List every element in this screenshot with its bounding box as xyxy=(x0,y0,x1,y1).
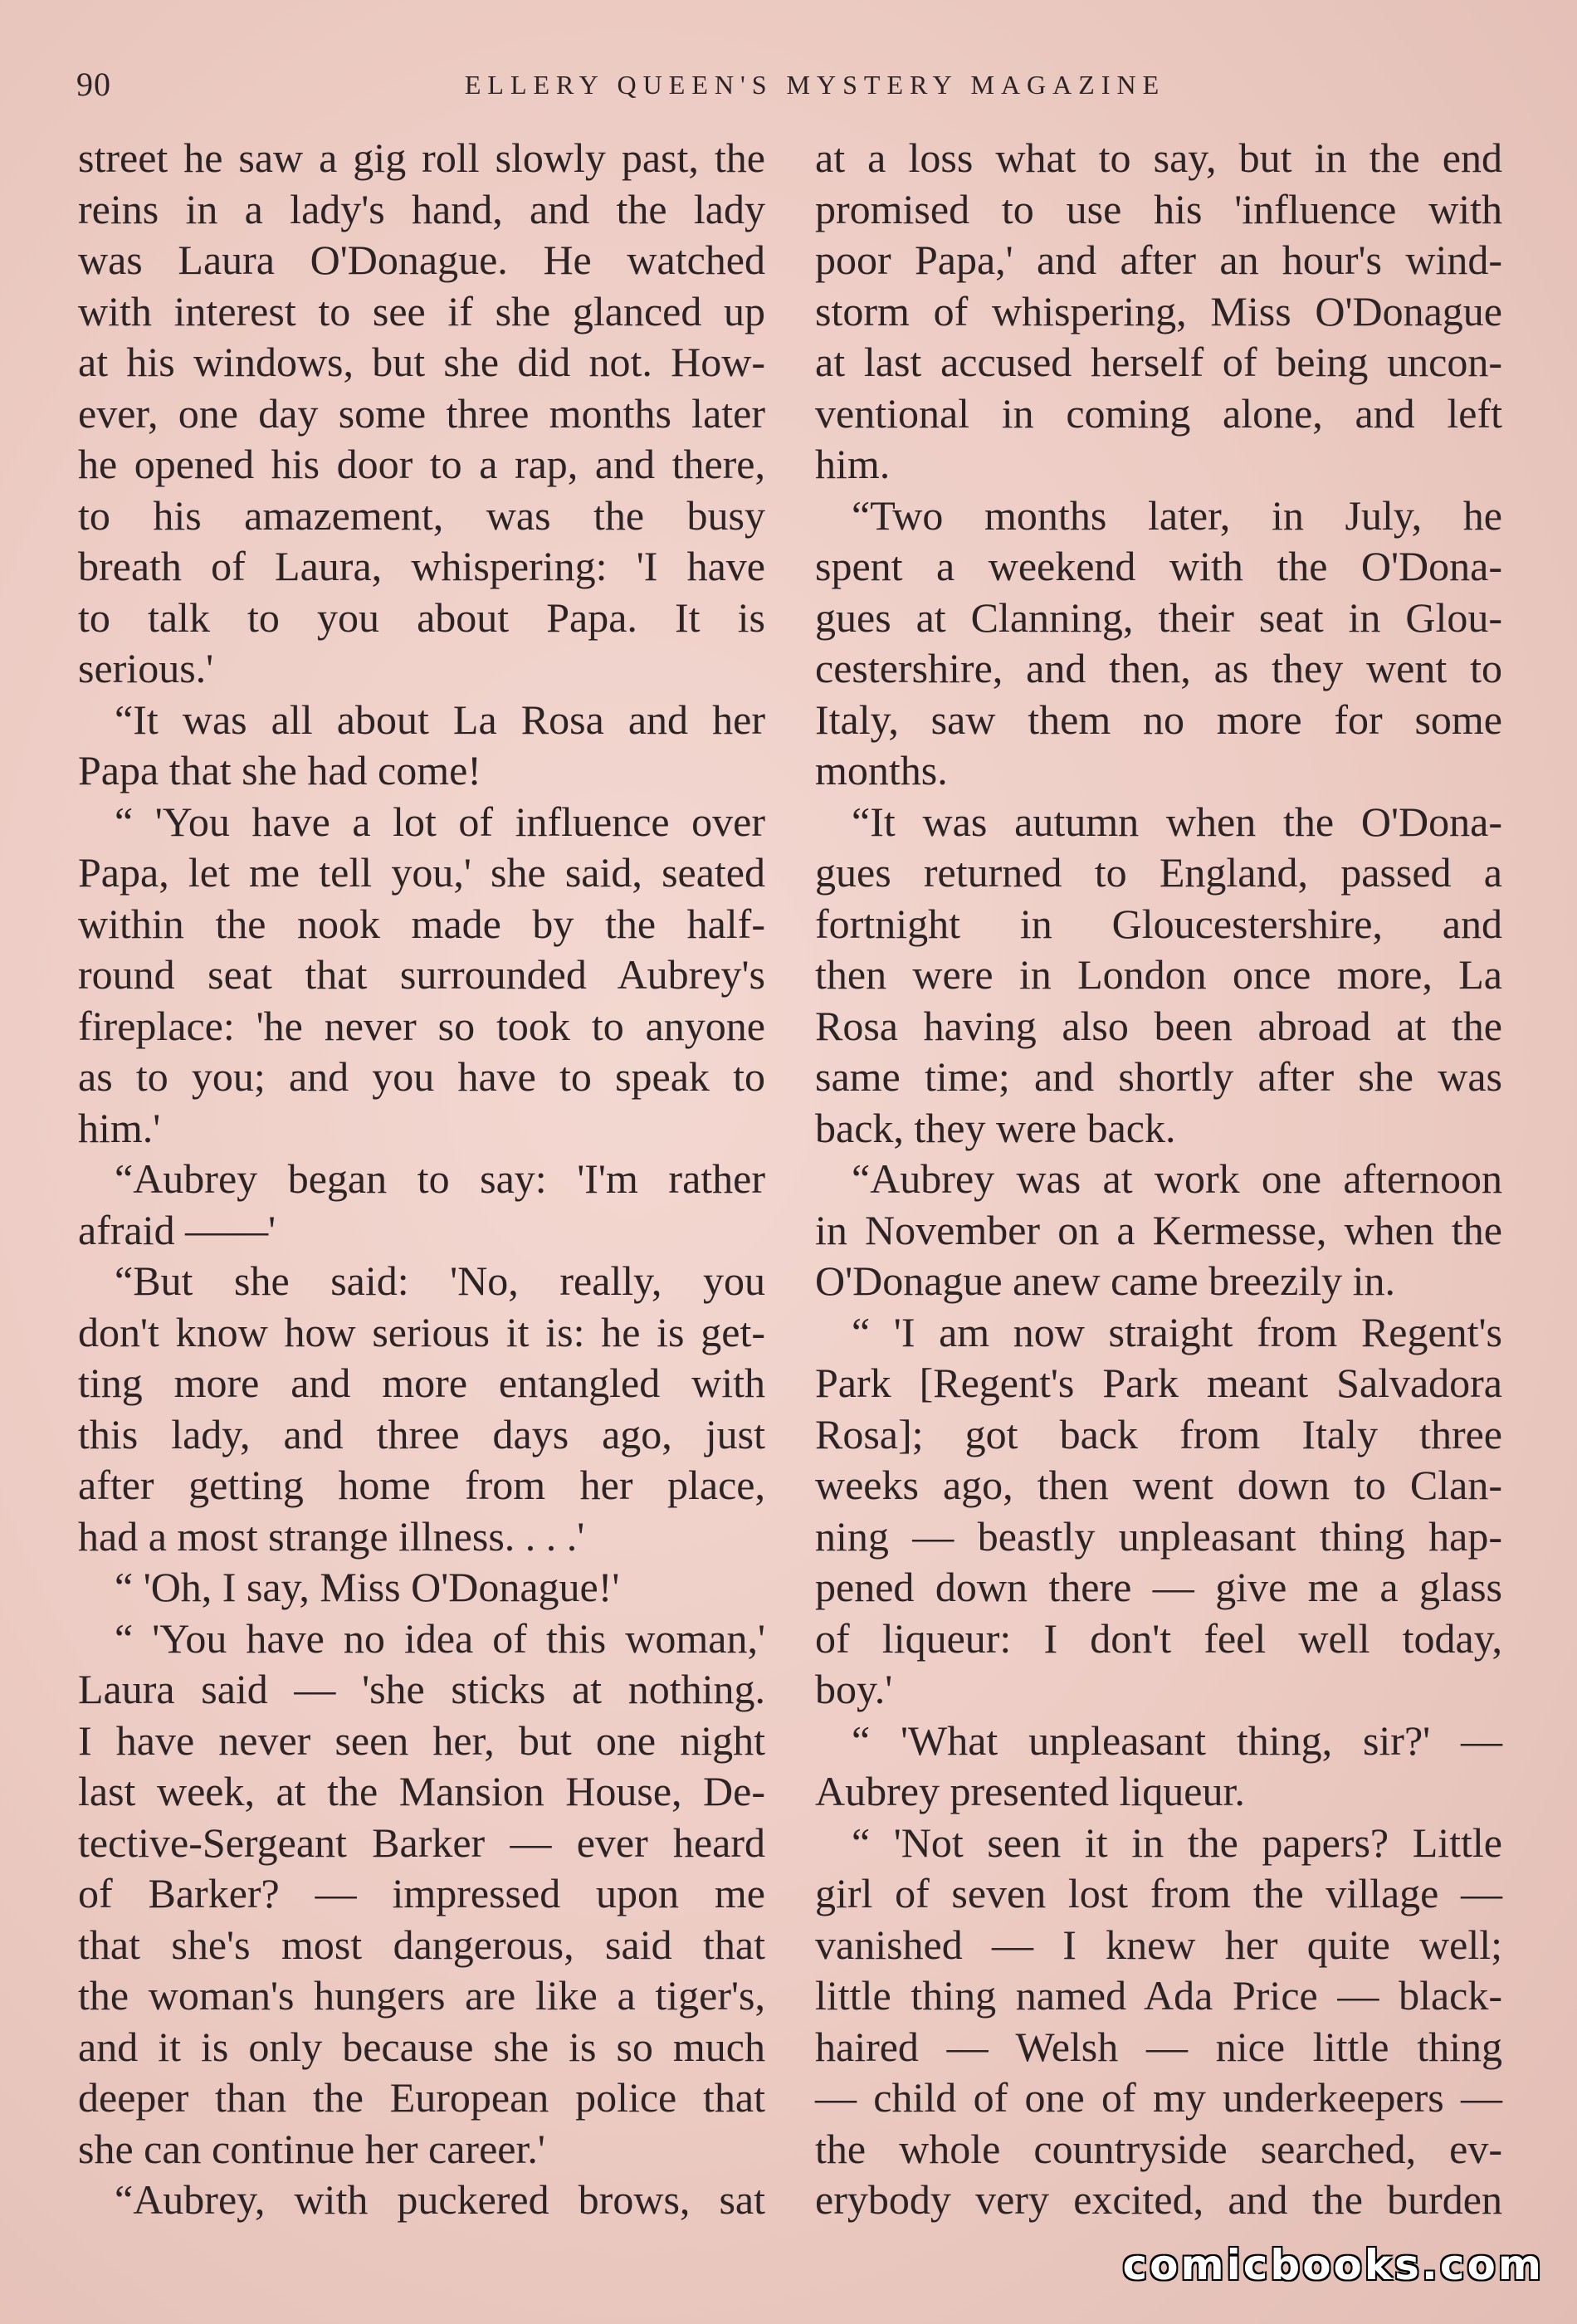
text-line: “Aubrey, with puckered brows, sat xyxy=(115,2176,765,2223)
text-line: “ 'You have no idea of this woman,' xyxy=(115,1614,765,1662)
text-line: was Laura O'Donague. He watched xyxy=(78,237,765,283)
text-line: street he saw a gig roll slowly past, the xyxy=(78,134,765,181)
text-line: that she's most dangerous, said that xyxy=(78,1921,765,1968)
text-line: last week, at the Mansion House, De- xyxy=(78,1768,765,1814)
text-line: O'Donague anew came breezily in. xyxy=(815,1257,1395,1304)
text-line: him.' xyxy=(78,1104,161,1151)
text-line: fortnight in Gloucestershire, and xyxy=(815,900,1502,947)
text-line: “It was autumn when the O'Dona- xyxy=(852,798,1502,845)
text-line: Papa that she had come! xyxy=(78,747,481,793)
text-line: little thing named Ada Price — black- xyxy=(815,1972,1502,2019)
text-line: ever, one day some three months later xyxy=(78,389,765,437)
text-line: as to you; and you have to speak to xyxy=(78,1053,765,1100)
text-line: “Aubrey began to say: 'I'm rather xyxy=(115,1155,765,1202)
text-line: at his windows, but she did not. How- xyxy=(78,339,765,385)
text-line: promised to use his 'influence with xyxy=(815,185,1502,232)
text-line: months. xyxy=(815,747,948,793)
text-line: ning — beastly unpleasant thing hap- xyxy=(815,1512,1502,1560)
text-line: of liqueur: I don't feel well today, xyxy=(815,1614,1502,1662)
text-line: boy.' xyxy=(815,1666,893,1712)
text-line: don't know how serious it is: he is get- xyxy=(78,1308,765,1355)
text-line: with interest to see if she glanced up xyxy=(78,287,765,334)
watermark-logo: comicbooks.com xyxy=(1122,2241,1544,2289)
text-line: at last accused herself of being uncon- xyxy=(815,339,1502,385)
text-line: gues at Clanning, their seat in Glou- xyxy=(815,593,1502,641)
text-line: “Two months later, in July, he xyxy=(852,491,1502,539)
text-line: he opened his door to a rap, and there, xyxy=(78,441,765,487)
text-line: Laura said — 'she sticks at nothing. xyxy=(78,1666,765,1712)
text-line: pened down there — give me a glass xyxy=(815,1564,1502,1610)
running-head xyxy=(76,65,1504,115)
text-line: Park [Regent's Park meant Salvadora xyxy=(815,1360,1502,1406)
text-line: spent a weekend with the O'Dona- xyxy=(815,543,1502,589)
text-line: of Barker? — impressed upon me xyxy=(78,1870,765,1916)
right-text-column xyxy=(815,133,1502,2226)
text-line: round seat that surrounded Aubrey's xyxy=(78,951,765,998)
text-line: Rosa]; got back from Italy three xyxy=(815,1410,1502,1457)
text-line: him. xyxy=(815,441,891,487)
text-line: to talk to you about Papa. It is xyxy=(78,593,765,641)
text-line: and it is only because she is so much xyxy=(78,2023,765,2070)
text-line: had a most strange illness. . . .' xyxy=(78,1512,585,1560)
text-line: same time; and shortly after she was xyxy=(815,1053,1502,1100)
text-line: “But she said: 'No, really, you xyxy=(115,1257,765,1304)
text-line: weeks ago, then went down to Clan- xyxy=(815,1462,1502,1508)
text-line: gues returned to England, passed a xyxy=(815,849,1502,896)
left-text-column xyxy=(78,133,765,2226)
text-line: the woman's hungers are like a tiger's, xyxy=(78,1972,765,2019)
text-line: to his amazement, was the busy xyxy=(78,491,765,539)
text-line: after getting home from her place, xyxy=(78,1462,765,1508)
text-line: “ 'Oh, I say, Miss O'Donague!' xyxy=(115,1564,620,1610)
page-number: 90 xyxy=(76,66,111,103)
text-line: fireplace: 'he never so took to anyone xyxy=(78,1002,765,1049)
text-line: serious.' xyxy=(78,645,214,691)
text-line: in November on a Kermesse, when the xyxy=(815,1206,1502,1253)
text-line: Rosa having also been abroad at the xyxy=(815,1002,1502,1049)
text-line: the whole countryside searched, ev- xyxy=(815,2125,1502,2172)
text-line: breath of Laura, whispering: 'I have xyxy=(78,543,765,589)
text-line: haired — Welsh — nice little thing xyxy=(815,2023,1502,2070)
text-line: erybody very excited, and the burden xyxy=(815,2176,1502,2223)
text-line: “ 'I am now straight from Regent's xyxy=(852,1308,1502,1355)
text-line: — child of one of my underkeepers — xyxy=(815,2074,1502,2121)
text-line: cestershire, and then, as they went to xyxy=(815,645,1502,691)
text-line: within the nook made by the half- xyxy=(78,900,765,947)
text-line: deeper than the European police that xyxy=(78,2074,765,2121)
text-line: storm of whispering, Miss O'Donague xyxy=(815,287,1502,334)
text-line: poor Papa,' and after an hour's wind- xyxy=(815,237,1502,283)
text-line: this lady, and three days ago, just xyxy=(78,1410,765,1457)
magazine-title: ELLERY QUEEN'S MYSTERY MAGAZINE xyxy=(464,70,1166,100)
text-line: afraid ——' xyxy=(78,1206,276,1253)
text-line: girl of seven lost from the village — xyxy=(815,1870,1502,1916)
text-line: Italy, saw them no more for some xyxy=(815,696,1502,743)
text-line: ventional in coming alone, and left xyxy=(815,389,1502,437)
text-line: “It was all about La Rosa and her xyxy=(115,696,765,743)
text-line: she can continue her career.' xyxy=(78,2125,545,2172)
text-line: “ 'You have a lot of influence over xyxy=(115,798,765,845)
text-line: I have never seen her, but one night xyxy=(78,1716,765,1764)
text-line: “Aubrey was at work one afternoon xyxy=(852,1155,1502,1202)
text-line: ting more and more entangled with xyxy=(78,1360,765,1406)
text-line: back, they were back. xyxy=(815,1104,1176,1151)
text-line: tective-Sergeant Barker — ever heard xyxy=(78,1819,765,1866)
text-line: Papa, let me tell you,' she said, seated xyxy=(78,849,765,896)
text-line: Aubrey presented liqueur. xyxy=(815,1768,1245,1814)
text-line: then were in London once more, La xyxy=(815,951,1502,998)
text-line: “ 'What unpleasant thing, sir?' — xyxy=(852,1716,1502,1764)
text-line: reins in a lady's hand, and the lady xyxy=(78,185,765,232)
text-line: “ 'Not seen it in the papers? Little xyxy=(852,1819,1502,1866)
text-line: at a loss what to say, but in the end xyxy=(815,134,1502,181)
text-line: vanished — I knew her quite well; xyxy=(815,1921,1502,1968)
